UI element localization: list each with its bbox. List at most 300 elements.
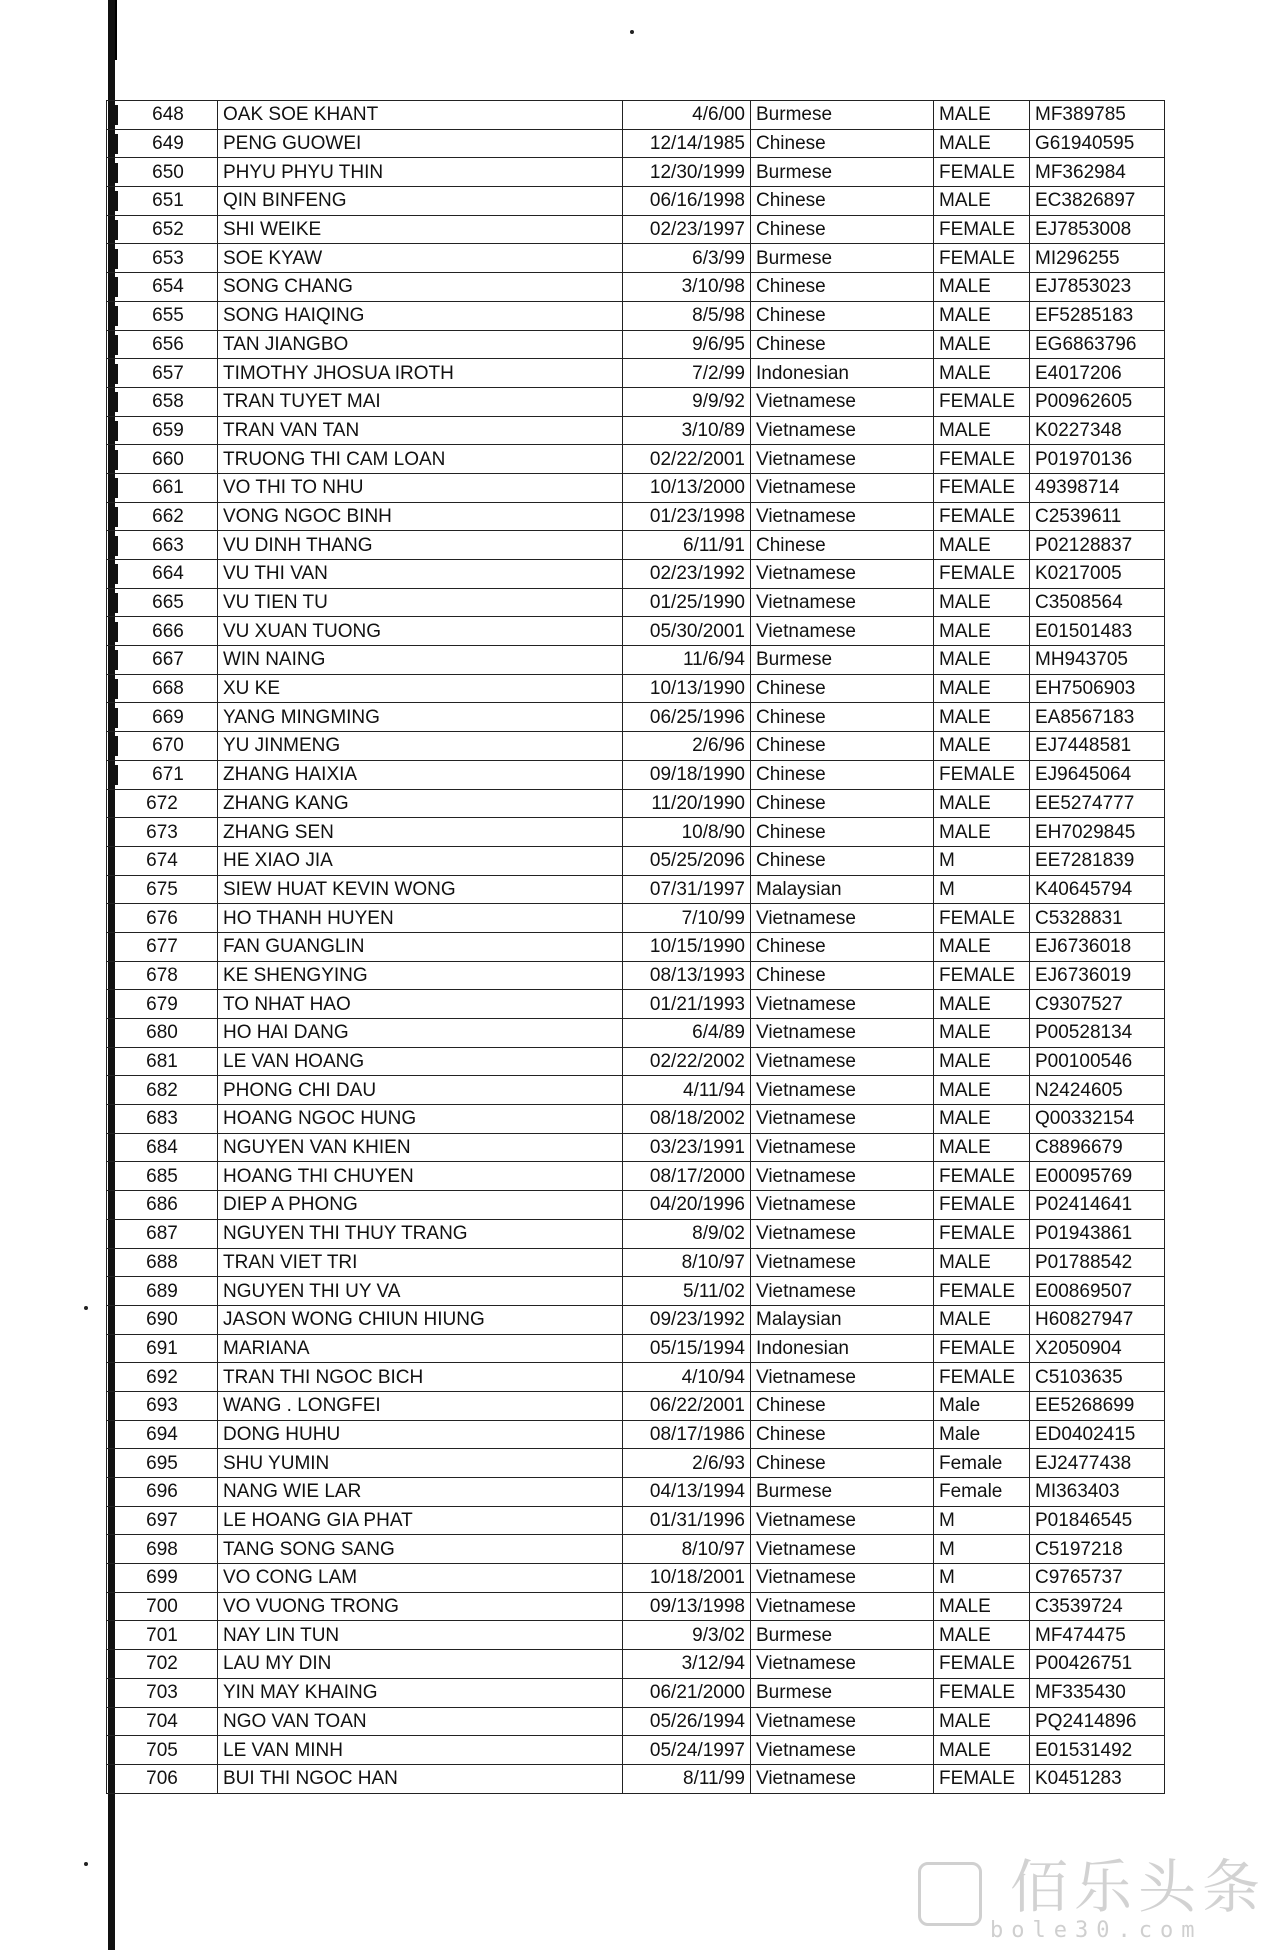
nationality: Vietnamese <box>756 1739 856 1761</box>
nationality-cell <box>751 1248 934 1277</box>
person-name: TRUONG THI CAM LOAN <box>223 448 446 470</box>
birth-date: 8/9/02 <box>692 1223 745 1245</box>
passport-number-cell <box>1030 187 1165 216</box>
row-number: 661 <box>152 477 184 499</box>
passport-number: EE5268699 <box>1035 1395 1135 1417</box>
passport-number-cell <box>1030 1592 1165 1621</box>
birth-date-cell <box>623 818 751 847</box>
nationality-cell <box>751 215 934 244</box>
row-number-cell <box>107 215 218 244</box>
sex: MALE <box>939 649 991 671</box>
birth-date-cell <box>623 875 751 904</box>
person-name-cell <box>218 1449 623 1478</box>
nationality-cell <box>751 789 934 818</box>
birth-date-cell <box>623 732 751 761</box>
nationality: Chinese <box>756 764 826 786</box>
table-row <box>107 703 1165 732</box>
sex: FEMALE <box>939 247 1016 269</box>
nationality: Chinese <box>756 850 826 872</box>
birth-date: 08/17/2000 <box>649 1165 745 1187</box>
sex: MALE <box>939 1596 991 1618</box>
birth-date: 09/13/1998 <box>649 1596 745 1618</box>
row-number-cell <box>107 818 218 847</box>
nationality: Vietnamese <box>756 1567 856 1589</box>
table-row <box>107 961 1165 990</box>
binding-mark <box>112 163 118 183</box>
person-name: YIN MAY KHAING <box>223 1682 378 1704</box>
nationality: Chinese <box>756 821 826 843</box>
person-name-cell <box>218 1535 623 1564</box>
sex-cell <box>934 1707 1030 1736</box>
row-number-cell <box>107 1478 218 1507</box>
nationality: Chinese <box>756 678 826 700</box>
birth-date: 10/15/1990 <box>649 936 745 958</box>
passport-number-cell <box>1030 818 1165 847</box>
passport-number: EJ7853008 <box>1035 219 1132 241</box>
nationality: Chinese <box>756 534 826 556</box>
nationality-cell <box>751 1133 934 1162</box>
person-name-cell <box>218 330 623 359</box>
table-row <box>107 1191 1165 1220</box>
row-number-cell <box>107 1076 218 1105</box>
passport-number: ED0402415 <box>1035 1423 1136 1445</box>
birth-date-cell <box>623 1449 751 1478</box>
table-row <box>107 732 1165 761</box>
sex: FEMALE <box>939 1337 1016 1359</box>
row-number: 653 <box>152 247 184 269</box>
sex-cell <box>934 531 1030 560</box>
sex: FEMALE <box>939 764 1016 786</box>
person-name-cell <box>218 1764 623 1793</box>
person-name-cell <box>218 1391 623 1420</box>
person-name-cell <box>218 1707 623 1736</box>
passport-number-cell <box>1030 560 1165 589</box>
birth-date-cell <box>623 1391 751 1420</box>
row-number-cell <box>107 387 218 416</box>
person-name: JASON WONG CHIUN HIUNG <box>223 1309 485 1331</box>
nationality-cell <box>751 273 934 302</box>
birth-date-cell <box>623 215 751 244</box>
birth-date: 06/22/2001 <box>649 1395 745 1417</box>
person-name: SOE KYAW <box>223 247 323 269</box>
sex: MALE <box>939 735 991 757</box>
birth-date-cell <box>623 1076 751 1105</box>
birth-date-cell <box>623 1105 751 1134</box>
person-name: SONG CHANG <box>223 276 353 298</box>
nationality: Chinese <box>756 1423 826 1445</box>
nationality: Indonesian <box>756 362 849 384</box>
binding-mark <box>112 593 118 613</box>
birth-date-cell <box>623 1564 751 1593</box>
birth-date: 3/10/89 <box>681 419 745 441</box>
nationality: Vietnamese <box>756 1768 856 1790</box>
row-number-cell <box>107 187 218 216</box>
passport-number: K0217005 <box>1035 563 1122 585</box>
row-number-cell <box>107 1535 218 1564</box>
table-row <box>107 187 1165 216</box>
passport-number-cell <box>1030 1248 1165 1277</box>
row-number: 677 <box>146 936 178 958</box>
birth-date-cell <box>623 1707 751 1736</box>
row-number-cell <box>107 1191 218 1220</box>
passport-number: K40645794 <box>1035 878 1133 900</box>
person-name-cell <box>218 215 623 244</box>
nationality: Vietnamese <box>756 592 856 614</box>
person-name-cell <box>218 1277 623 1306</box>
table-row <box>107 1592 1165 1621</box>
nationality-cell <box>751 387 934 416</box>
birth-date-cell <box>623 158 751 187</box>
birth-date: 02/22/2002 <box>649 1051 745 1073</box>
passport-number: MF474475 <box>1035 1624 1126 1646</box>
nationality: Chinese <box>756 735 826 757</box>
row-number: 673 <box>146 821 178 843</box>
row-number-cell <box>107 904 218 933</box>
row-number: 663 <box>152 534 184 556</box>
passport-number: MI363403 <box>1035 1481 1120 1503</box>
row-number: 676 <box>146 907 178 929</box>
sex-cell <box>934 1363 1030 1392</box>
passport-number-cell <box>1030 1506 1165 1535</box>
birth-date-cell <box>623 1678 751 1707</box>
birth-date: 10/13/2000 <box>649 477 745 499</box>
row-number: 697 <box>146 1510 178 1532</box>
passport-number-cell <box>1030 1363 1165 1392</box>
table-row <box>107 1478 1165 1507</box>
row-number-cell <box>107 273 218 302</box>
person-name-cell <box>218 1334 623 1363</box>
binding-mark <box>112 622 118 642</box>
sex-cell <box>934 674 1030 703</box>
nationality: Vietnamese <box>756 1510 856 1532</box>
birth-date-cell <box>623 1764 751 1793</box>
table-row <box>107 1764 1165 1793</box>
sex-cell <box>934 1506 1030 1535</box>
row-number-cell <box>107 1678 218 1707</box>
passport-number-cell <box>1030 244 1165 273</box>
birth-date-cell <box>623 416 751 445</box>
sex-cell <box>934 961 1030 990</box>
birth-date-cell <box>623 1592 751 1621</box>
sex-cell <box>934 904 1030 933</box>
sex: MALE <box>939 333 991 355</box>
nationality-cell <box>751 1334 934 1363</box>
nationality: Vietnamese <box>756 1538 856 1560</box>
table-row <box>107 1076 1165 1105</box>
sex: FEMALE <box>939 1682 1016 1704</box>
nationality: Vietnamese <box>756 1022 856 1044</box>
birth-date: 02/23/1997 <box>649 219 745 241</box>
nationality: Chinese <box>756 1395 826 1417</box>
sex-cell <box>934 1391 1030 1420</box>
row-number-cell <box>107 1592 218 1621</box>
row-number-cell <box>107 1420 218 1449</box>
passport-number: P01970136 <box>1035 448 1133 470</box>
birth-date: 06/25/1996 <box>649 706 745 728</box>
table-row <box>107 1420 1165 1449</box>
row-number: 691 <box>146 1337 178 1359</box>
person-name-cell <box>218 187 623 216</box>
birth-date: 01/21/1993 <box>649 993 745 1015</box>
person-name: VO THI TO NHU <box>223 477 364 499</box>
sex: MALE <box>939 534 991 556</box>
nationality: Burmese <box>756 104 833 126</box>
birth-date: 03/23/1991 <box>649 1137 745 1159</box>
person-name-cell <box>218 1105 623 1134</box>
person-name: ZHANG SEN <box>223 821 334 843</box>
row-number-cell <box>107 1019 218 1048</box>
birth-date-cell <box>623 646 751 675</box>
nationality: Chinese <box>756 792 826 814</box>
person-name-cell <box>218 502 623 531</box>
sex-cell <box>934 1219 1030 1248</box>
row-number: 693 <box>146 1395 178 1417</box>
passport-number: X2050904 <box>1035 1337 1122 1359</box>
sex: FEMALE <box>939 391 1016 413</box>
sex-cell <box>934 1736 1030 1765</box>
nationality-cell <box>751 560 934 589</box>
person-name-cell <box>218 1650 623 1679</box>
passport-number: MH943705 <box>1035 649 1128 671</box>
row-number: 705 <box>146 1739 178 1761</box>
row-number-cell <box>107 560 218 589</box>
person-name: HOANG NGOC HUNG <box>223 1108 417 1130</box>
person-name: LAU MY DIN <box>223 1653 332 1675</box>
row-number: 699 <box>146 1567 178 1589</box>
row-number: 688 <box>146 1251 178 1273</box>
table-row <box>107 1219 1165 1248</box>
birth-date-cell <box>623 932 751 961</box>
nationality-cell <box>751 1105 934 1134</box>
row-number-cell <box>107 732 218 761</box>
table-row <box>107 416 1165 445</box>
birth-date: 01/31/1996 <box>649 1510 745 1532</box>
birth-date-cell <box>623 1535 751 1564</box>
row-number-cell <box>107 1707 218 1736</box>
sex: FEMALE <box>939 219 1016 241</box>
row-number-cell <box>107 760 218 789</box>
sex: FEMALE <box>939 1768 1016 1790</box>
nationality: Chinese <box>756 706 826 728</box>
binding-mark <box>112 536 118 556</box>
nationality: Chinese <box>756 219 826 241</box>
person-name-cell <box>218 1506 623 1535</box>
table-row <box>107 387 1165 416</box>
person-name: HE XIAO JIA <box>223 850 333 872</box>
person-name-cell <box>218 846 623 875</box>
nationality-cell <box>751 1363 934 1392</box>
person-name: TRAN THI NGOC BICH <box>223 1366 424 1388</box>
row-number-cell <box>107 961 218 990</box>
table-row <box>107 588 1165 617</box>
table-row <box>107 1391 1165 1420</box>
passport-number: P01788542 <box>1035 1251 1133 1273</box>
person-name-cell <box>218 560 623 589</box>
nationality: Malaysian <box>756 878 842 900</box>
watermark-logo <box>918 1862 982 1926</box>
person-name-cell <box>218 789 623 818</box>
passport-number: P00100546 <box>1035 1051 1133 1073</box>
sex-cell <box>934 359 1030 388</box>
nationality-cell <box>751 1650 934 1679</box>
birth-date: 08/13/1993 <box>649 964 745 986</box>
sex: MALE <box>939 1624 991 1646</box>
birth-date-cell <box>623 187 751 216</box>
person-name-cell <box>218 1592 623 1621</box>
sex: FEMALE <box>939 1366 1016 1388</box>
binding-mark <box>112 708 118 728</box>
nationality: Chinese <box>756 333 826 355</box>
birth-date-cell <box>623 1219 751 1248</box>
nationality: Chinese <box>756 305 826 327</box>
binding-mark <box>112 306 118 326</box>
nationality: Chinese <box>756 133 826 155</box>
table-row <box>107 875 1165 904</box>
sex-cell <box>934 1621 1030 1650</box>
person-name-cell <box>218 244 623 273</box>
sex: M <box>939 1538 955 1560</box>
row-number: 683 <box>146 1108 178 1130</box>
sex-cell <box>934 244 1030 273</box>
sex: MALE <box>939 305 991 327</box>
passport-number-cell <box>1030 1334 1165 1363</box>
nationality: Chinese <box>756 964 826 986</box>
passport-number: P01943861 <box>1035 1223 1133 1245</box>
nationality: Vietnamese <box>756 1194 856 1216</box>
person-name: MARIANA <box>223 1337 310 1359</box>
birth-date: 4/10/94 <box>681 1366 745 1388</box>
table-row <box>107 1707 1165 1736</box>
row-number: 684 <box>146 1137 178 1159</box>
person-name: LE VAN HOANG <box>223 1051 365 1073</box>
passport-number: EG6863796 <box>1035 333 1137 355</box>
row-number: 672 <box>146 792 178 814</box>
nationality-cell <box>751 1592 934 1621</box>
row-number: 700 <box>146 1596 178 1618</box>
table-row <box>107 531 1165 560</box>
birth-date-cell <box>623 301 751 330</box>
sex-cell <box>934 617 1030 646</box>
person-name: VU XUAN TUONG <box>223 620 382 642</box>
row-number: 687 <box>146 1223 178 1245</box>
passport-number-cell <box>1030 1076 1165 1105</box>
sex: MALE <box>939 821 991 843</box>
passport-number-cell <box>1030 703 1165 732</box>
passport-number-cell <box>1030 531 1165 560</box>
nationality-cell <box>751 531 934 560</box>
table-row <box>107 560 1165 589</box>
birth-date: 10/8/90 <box>681 821 745 843</box>
binding-mark <box>112 105 118 125</box>
sex: MALE <box>939 1079 991 1101</box>
passport-number-cell <box>1030 473 1165 502</box>
table-row <box>107 904 1165 933</box>
row-number-cell <box>107 445 218 474</box>
person-name: VU DINH THANG <box>223 534 373 556</box>
row-number: 703 <box>146 1682 178 1704</box>
passport-number: P00962605 <box>1035 391 1133 413</box>
person-name-cell <box>218 990 623 1019</box>
binding-mark <box>112 650 118 670</box>
sex-cell <box>934 416 1030 445</box>
sex: MALE <box>939 419 991 441</box>
person-name: YU JINMENG <box>223 735 341 757</box>
table-row <box>107 1019 1165 1048</box>
sex-cell <box>934 1478 1030 1507</box>
nationality-cell <box>751 301 934 330</box>
birth-date: 05/26/1994 <box>649 1710 745 1732</box>
birth-date: 5/11/02 <box>683 1280 745 1302</box>
birth-date: 06/21/2000 <box>649 1682 745 1704</box>
birth-date-cell <box>623 1019 751 1048</box>
passport-number: Q00332154 <box>1035 1108 1135 1130</box>
passport-number-cell <box>1030 101 1165 130</box>
passport-number-cell <box>1030 990 1165 1019</box>
person-name-cell <box>218 875 623 904</box>
row-number: 674 <box>146 850 178 872</box>
row-number: 690 <box>146 1309 178 1331</box>
nationality: Vietnamese <box>756 1366 856 1388</box>
passport-number: EA8567183 <box>1035 706 1135 728</box>
row-number-cell <box>107 617 218 646</box>
table-row <box>107 244 1165 273</box>
row-number-cell <box>107 1277 218 1306</box>
person-name-cell <box>218 1305 623 1334</box>
birth-date-cell <box>623 904 751 933</box>
birth-date-cell <box>623 617 751 646</box>
person-name-cell <box>218 1133 623 1162</box>
row-number-cell <box>107 1650 218 1679</box>
person-name: NGUYEN THI THUY TRANG <box>223 1223 468 1245</box>
sex: FEMALE <box>939 1280 1016 1302</box>
nationality-cell <box>751 158 934 187</box>
person-name-cell <box>218 445 623 474</box>
nationality: Vietnamese <box>756 419 856 441</box>
birth-date-cell <box>623 1248 751 1277</box>
sex: M <box>939 878 955 900</box>
table-row <box>107 932 1165 961</box>
person-name-cell <box>218 158 623 187</box>
sex-cell <box>934 1105 1030 1134</box>
row-number: 686 <box>146 1194 178 1216</box>
passport-number-cell <box>1030 904 1165 933</box>
sex: FEMALE <box>939 1223 1016 1245</box>
nationality-cell <box>751 846 934 875</box>
row-number-cell <box>107 703 218 732</box>
passport-number-cell <box>1030 1391 1165 1420</box>
passport-number: EH7029845 <box>1035 821 1136 843</box>
passport-number: EH7506903 <box>1035 678 1136 700</box>
person-name-cell <box>218 273 623 302</box>
sex-cell <box>934 990 1030 1019</box>
birth-date: 04/13/1994 <box>649 1481 745 1503</box>
passport-number-cell <box>1030 1219 1165 1248</box>
nationality: Vietnamese <box>756 1137 856 1159</box>
sex-cell <box>934 158 1030 187</box>
row-number-cell <box>107 588 218 617</box>
scan-speck <box>84 1862 88 1866</box>
nationality-cell <box>751 445 934 474</box>
roster-table <box>106 100 1165 1794</box>
sex: Female <box>939 1481 1003 1503</box>
sex: FEMALE <box>939 448 1016 470</box>
row-number-cell <box>107 531 218 560</box>
birth-date-cell <box>623 473 751 502</box>
passport-number-cell <box>1030 502 1165 531</box>
nationality: Vietnamese <box>756 1108 856 1130</box>
row-number: 698 <box>146 1538 178 1560</box>
passport-number-cell <box>1030 674 1165 703</box>
